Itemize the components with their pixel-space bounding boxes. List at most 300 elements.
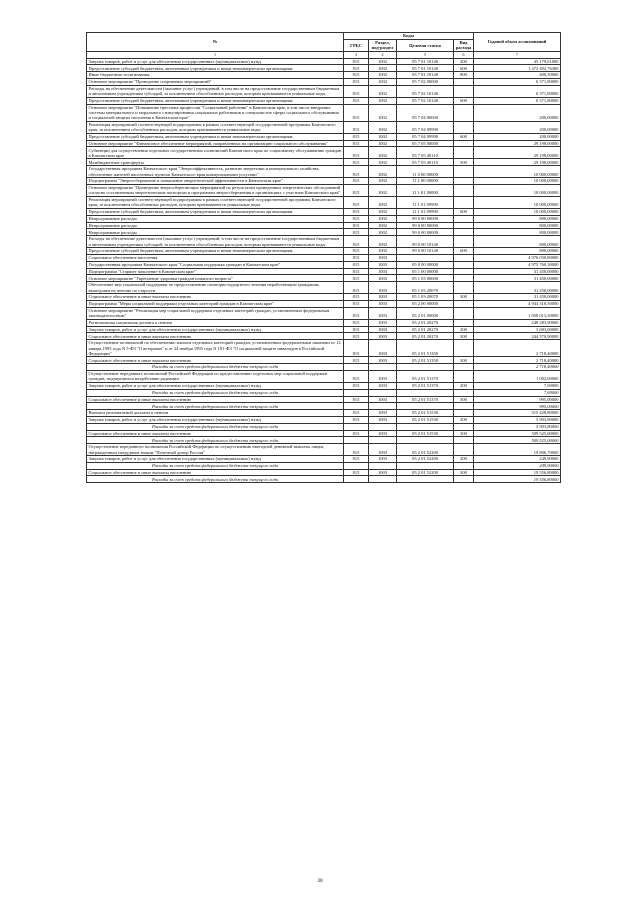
table-row	[87, 300, 561, 307]
row-article: 05 7 02 10140	[397, 97, 454, 104]
table-body	[87, 58, 561, 483]
row-sum: 7,69000	[474, 389, 561, 396]
row-name: Социальное обеспечение и иные выплаты населению	[87, 430, 344, 437]
row-section: 1002	[369, 65, 397, 72]
row-grbs: 815	[344, 340, 369, 357]
row-sum: 5 903,80000	[474, 423, 561, 430]
row-exp-type: 200	[454, 326, 474, 333]
header-exp-type: Вид расхода	[454, 39, 474, 51]
row-name: Непрограммные расходы	[87, 222, 344, 229]
row-article: 05 7 05 40110	[397, 159, 454, 166]
table-row	[87, 78, 561, 85]
row-article: 05 1 03 00000	[397, 275, 454, 282]
row-sum: 4 976 030,80000	[474, 254, 561, 261]
row-sum: 249,90000	[474, 456, 561, 463]
row-exp-type	[454, 389, 474, 396]
row-sum: 995,00000	[474, 396, 561, 403]
row-name: Расходы на обеспечение деятельности (оказание услуг) учреждений, в том числе на предоставление государственным бюджетным и автономным учреждениям субсидий, за исключением обособленных расходов, которым присваиваются уникальные коды	[87, 85, 344, 97]
row-name: Государственная программа Камчатского края "Социальная поддержка граждан в Камчатском крае"	[87, 261, 344, 268]
row-sum: 10 000,00000	[474, 196, 561, 208]
row-section: 1003	[369, 294, 397, 301]
table-row	[87, 261, 561, 268]
page-number: 38	[317, 878, 323, 884]
row-exp-type: 600	[454, 133, 474, 140]
federal-note-row	[87, 364, 561, 371]
row-article: 05 7 04 09990	[397, 121, 454, 133]
row-exp-type: 600	[454, 97, 474, 104]
row-grbs: 815	[344, 133, 369, 140]
row-sum: 19 806,70000	[474, 444, 561, 456]
table-row	[87, 184, 561, 196]
table-row	[87, 268, 561, 275]
row-grbs: 815	[344, 236, 369, 248]
table-row	[87, 326, 561, 333]
row-article: 05 7 04 00000	[397, 104, 454, 121]
row-sum: 509 525,00000	[474, 430, 561, 437]
row-grbs: 815	[344, 65, 369, 72]
row-article: 05 7 01 10140	[397, 72, 454, 79]
table-row	[87, 121, 561, 133]
row-section: 1002	[369, 72, 397, 79]
table-row	[87, 282, 561, 294]
row-name: Предоставление субсидий бюджетным, автономным учреждениям и иным некоммерческим организациям	[87, 133, 344, 140]
table-row	[87, 208, 561, 215]
row-grbs: 815	[344, 382, 369, 389]
row-article: 05 1 00 00000	[397, 268, 454, 275]
row-section: 1003	[369, 300, 397, 307]
table-row	[87, 319, 561, 326]
row-article	[397, 437, 454, 444]
row-name: Расходы за счет средств федерального бюджета текущего года	[87, 403, 344, 410]
row-name: Межбюджетные трансферты	[87, 159, 344, 166]
row-name: Реализация мероприятий соответствующей подпрограммы в рамках соответствующей государственной программы Камчатского края, за исключением обособленных расходов, которым присваиваются уникальные коды	[87, 121, 344, 133]
row-section	[369, 462, 397, 469]
row-section: 1003	[369, 319, 397, 326]
row-exp-type: 300	[454, 357, 474, 364]
row-name: Социальное обеспечение населения	[87, 254, 344, 261]
row-name: Основное мероприятие "Укрепление здоровья граждан пожилого возраста"	[87, 275, 344, 282]
row-exp-type	[454, 104, 474, 121]
row-sum: 200,00000	[474, 121, 561, 133]
row-exp-type: 300	[454, 333, 474, 340]
row-section: 1002	[369, 166, 397, 178]
row-grbs: 815	[344, 333, 369, 340]
row-sum: 7,69000	[474, 382, 561, 389]
table-row	[87, 254, 561, 261]
row-name: Обеспечение мер социальной поддержки по предоставлению санаторно-курортного лечения неработающим гражданам, вышедшим на пенсию по старости	[87, 282, 344, 294]
row-name: Закупка товаров, работ и услуг для обеспечения государственных (муниципальных) нужд	[87, 326, 344, 333]
header-annual: Годовой объем ассигнований	[474, 33, 561, 52]
row-sum: 800,00000	[474, 222, 561, 229]
row-exp-type: 600	[454, 208, 474, 215]
row-exp-type	[454, 364, 474, 371]
row-article: 99 0 00 10140	[397, 248, 454, 255]
row-exp-type: 300	[454, 294, 474, 301]
row-name: Социальное обеспечение и иные выплаты населению	[87, 469, 344, 476]
row-sum: 3 683,00000	[474, 326, 561, 333]
row-name: Предоставление субсидий бюджетным, автономным учреждениям и иным некоммерческим организациям	[87, 97, 344, 104]
table-row	[87, 215, 561, 222]
col-number: 1	[87, 51, 344, 58]
row-exp-type: 300	[454, 430, 474, 437]
table-row	[87, 248, 561, 255]
row-grbs: 815	[344, 430, 369, 437]
row-section: 1002	[369, 147, 397, 159]
row-article: 05 2 01 00000	[397, 307, 454, 319]
row-grbs: 815	[344, 72, 369, 79]
row-section: 1003	[369, 333, 397, 340]
row-name: Государственная программа Камчатского края "Энергоэффективность, развитие энергетики и коммунального хозяйства, обеспечение жителей населенных пунктов Камчатского края коммунальными услугами"	[87, 166, 344, 178]
row-exp-type	[454, 437, 474, 444]
row-exp-type	[454, 300, 474, 307]
row-sum: 800,00000	[474, 248, 561, 255]
row-grbs: 815	[344, 121, 369, 133]
row-grbs: 815	[344, 147, 369, 159]
row-grbs: 815	[344, 268, 369, 275]
row-grbs: 815	[344, 78, 369, 85]
row-article: 99 0 00 10140	[397, 236, 454, 248]
row-exp-type	[454, 140, 474, 147]
row-name: Закупка товаров, работ и услуг для обеспечения государственных (муниципальных) нужд	[87, 382, 344, 389]
row-article: 05 7 05 00000	[397, 140, 454, 147]
table-row	[87, 104, 561, 121]
col-number: 4	[369, 51, 397, 58]
row-article: 05 2 01 51530	[397, 416, 454, 423]
row-section: 1003	[369, 340, 397, 357]
table-row	[87, 196, 561, 208]
row-name: Осуществление полномочий по обеспечению жильем отдельных категорий граждан, установленных федеральными законами от 12 января 1995 года N 5-ФЗ "О ветеранах" и от 24 ноября 1995 года N 181-ФЗ "О социальной защите инвалидов в Российской Федерации"	[87, 340, 344, 357]
row-article	[397, 423, 454, 430]
row-exp-type	[454, 222, 474, 229]
row-article: 05 2 01 52200	[397, 456, 454, 463]
row-name: Непрограммные расходы	[87, 215, 344, 222]
row-article: 11 0 00 00000	[397, 166, 454, 178]
row-section: 1002	[369, 236, 397, 248]
row-article: 05 7 05 40110	[397, 147, 454, 159]
row-section: 1002	[369, 229, 397, 236]
row-exp-type	[454, 476, 474, 483]
row-exp-type	[454, 229, 474, 236]
row-exp-type	[454, 215, 474, 222]
row-article: 05 2 01 51530	[397, 410, 454, 417]
row-exp-type	[454, 85, 474, 97]
row-exp-type	[454, 275, 474, 282]
table-row	[87, 382, 561, 389]
row-section: 1002	[369, 196, 397, 208]
row-sum: 1 002,69000	[474, 370, 561, 382]
row-article: 05 2 01 51370	[397, 396, 454, 403]
row-grbs	[344, 389, 369, 396]
row-exp-type	[454, 166, 474, 178]
row-sum: 31 450,00000	[474, 294, 561, 301]
row-sum: 1 472 492,76300	[474, 65, 561, 72]
row-section: 1002	[369, 78, 397, 85]
row-section: 1003	[369, 456, 397, 463]
row-section: 1003	[369, 382, 397, 389]
row-grbs: 815	[344, 222, 369, 229]
table-row	[87, 85, 561, 97]
row-section: 1003	[369, 370, 397, 382]
row-sum: 10 000,00000	[474, 178, 561, 185]
table-header	[87, 33, 561, 59]
row-article: 05 2 01 51530	[397, 430, 454, 437]
row-article: 05 2 01 20270	[397, 319, 454, 326]
header-article: Целевая статья	[397, 39, 454, 51]
row-sum: 800,00000	[474, 229, 561, 236]
row-article	[397, 462, 454, 469]
row-article	[397, 403, 454, 410]
row-article: 05 2 01 52200	[397, 469, 454, 476]
row-grbs: 815	[344, 97, 369, 104]
federal-note-row	[87, 423, 561, 430]
row-article: 05 7 01 10140	[397, 58, 454, 65]
row-grbs: 815	[344, 275, 369, 282]
row-sum: 400,50000	[474, 72, 561, 79]
row-name: Основное мероприятие "Проведение спортивных мероприятий"	[87, 78, 344, 85]
row-sum: 4 975 760,30000	[474, 261, 561, 268]
row-section: 1002	[369, 85, 397, 97]
row-section: 1002	[369, 140, 397, 147]
row-grbs: 815	[344, 370, 369, 382]
row-name: Подпрограмма "Старшее поколение в Камчатском крае"	[87, 268, 344, 275]
row-section: 1002	[369, 178, 397, 185]
header-grbs: ГРБС	[344, 39, 369, 51]
row-sum: 6 371,80000	[474, 85, 561, 97]
column-number-row	[87, 51, 561, 58]
row-exp-type	[454, 184, 474, 196]
row-sum: 10 000,00000	[474, 184, 561, 196]
row-grbs: 815	[344, 396, 369, 403]
row-section: 1003	[369, 268, 397, 275]
row-section: 1003	[369, 307, 397, 319]
row-grbs: 815	[344, 184, 369, 196]
row-sum: 31 450,00000	[474, 268, 561, 275]
row-grbs: 815	[344, 208, 369, 215]
row-grbs: 815	[344, 196, 369, 208]
table-row	[87, 294, 561, 301]
row-exp-type	[454, 307, 474, 319]
table-row	[87, 370, 561, 382]
row-exp-type	[454, 236, 474, 248]
row-section: 1003	[369, 357, 397, 364]
row-sum: 29 198,00000	[474, 140, 561, 147]
row-grbs: 815	[344, 307, 369, 319]
row-section: 1002	[369, 121, 397, 133]
row-article: 05 7 02 10140	[397, 85, 454, 97]
table-row	[87, 133, 561, 140]
row-article: 05 0 00 00000	[397, 261, 454, 268]
row-article: 11 1 01 09990	[397, 208, 454, 215]
row-exp-type: 200	[454, 58, 474, 65]
row-exp-type	[454, 423, 474, 430]
table-row	[87, 97, 561, 104]
row-name: Расходы за счет средств федерального бюджета текущего года	[87, 437, 344, 444]
row-name: Расходы за счет средств федерального бюджета текущего года	[87, 462, 344, 469]
row-grbs	[344, 437, 369, 444]
row-grbs: 815	[344, 248, 369, 255]
row-section: 1002	[369, 58, 397, 65]
row-article: 05 2 01 51370	[397, 382, 454, 389]
row-grbs: 815	[344, 326, 369, 333]
row-sum: 509 525,00000	[474, 437, 561, 444]
row-grbs: 815	[344, 104, 369, 121]
row-name: Предоставление субсидий бюджетным, автономным учреждениям и иным некоммерческим организациям	[87, 65, 344, 72]
row-name: Социальное обеспечение и иные выплаты населению	[87, 333, 344, 340]
row-name: Расходы за счет средств федерального бюджета текущего года	[87, 389, 344, 396]
row-exp-type	[454, 261, 474, 268]
federal-note-row	[87, 389, 561, 396]
row-section: 1003	[369, 282, 397, 294]
row-sum: 200,00000	[474, 104, 561, 121]
row-article: 05 2 01 52200	[397, 444, 454, 456]
row-exp-type: 300	[454, 396, 474, 403]
table-row	[87, 396, 561, 403]
row-sum: 800,00000	[474, 215, 561, 222]
row-exp-type	[454, 319, 474, 326]
row-name: Закупка товаров, работ и услуг для обеспечения государственных (муниципальных) нужд	[87, 456, 344, 463]
row-name: Социальное обеспечение и иные выплаты населению	[87, 396, 344, 403]
row-exp-type: 300	[454, 469, 474, 476]
row-sum: 10 000,00000	[474, 166, 561, 178]
row-section: 1003	[369, 469, 397, 476]
row-section	[369, 364, 397, 371]
row-article	[397, 476, 454, 483]
row-exp-type: 500	[454, 159, 474, 166]
table-row	[87, 236, 561, 248]
row-article: 05 2 01 20270	[397, 333, 454, 340]
row-article: 05 7 01 10140	[397, 65, 454, 72]
table-row	[87, 275, 561, 282]
table-row	[87, 147, 561, 159]
row-grbs: 815	[344, 254, 369, 261]
col-number: 3	[344, 51, 369, 58]
table-row	[87, 410, 561, 417]
row-section: 1003	[369, 254, 397, 261]
row-name: Реализация мероприятий соответствующей подпрограммы в рамках соответствующей государственной программы Камчатского края, за исключением обособленных расходов, которым присваиваются уникальные коды	[87, 196, 344, 208]
row-grbs: 815	[344, 357, 369, 364]
row-exp-type	[454, 268, 474, 275]
row-exp-type: 600	[454, 65, 474, 72]
row-article: 05 7 04 09990	[397, 133, 454, 140]
row-name: Социальное обеспечение и иные выплаты населению	[87, 357, 344, 364]
table-row	[87, 229, 561, 236]
row-sum: 1 058 013,30000	[474, 307, 561, 319]
row-section: 1002	[369, 222, 397, 229]
row-grbs: 815	[344, 85, 369, 97]
table-row	[87, 178, 561, 185]
row-name: Иные бюджетные ассигнования	[87, 72, 344, 79]
row-article: 05 2 01 51350	[397, 340, 454, 357]
row-section	[369, 389, 397, 396]
row-article: 05 2 01 20270	[397, 326, 454, 333]
budget-sheet	[86, 32, 560, 483]
row-grbs: 815	[344, 140, 369, 147]
row-sum: 10 000,00000	[474, 208, 561, 215]
row-section: 1002	[369, 133, 397, 140]
row-sum: 19 556,80000	[474, 476, 561, 483]
row-article: 05 7 02 00000	[397, 78, 454, 85]
row-sum: 31 450,00000	[474, 275, 561, 282]
row-exp-type: 200	[454, 382, 474, 389]
table-row	[87, 416, 561, 423]
row-grbs: 815	[344, 166, 369, 178]
table-row	[87, 72, 561, 79]
row-grbs: 815	[344, 444, 369, 456]
row-name: Осуществление переданного полномочия Российской Федерации по осуществлению ежегодной денежной выплаты лицам, награжденным нагрудным знаком "Почетный донор России"	[87, 444, 344, 456]
row-name: Предоставление субсидий бюджетным, автономным учреждениям и иным некоммерческим организациям	[87, 248, 344, 255]
table-row	[87, 159, 561, 166]
row-grbs: 815	[344, 229, 369, 236]
table-row	[87, 444, 561, 456]
row-name: Субвенции для осуществления отдельных государственных полномочий Камчатского края по социальному обслуживанию граждан в Камчатском крае	[87, 147, 344, 159]
row-exp-type	[454, 282, 474, 294]
row-name: Расходы на обеспечение деятельности (оказание услуг) учреждений, в том числе на предоставление государственным бюджетным и автономным учреждениям субсидий, за исключением обособленных расходов, которым присваиваются уникальные коды	[87, 236, 344, 248]
row-section: 1002	[369, 215, 397, 222]
header-section: Раздел, под-раздел	[369, 39, 397, 51]
row-sum: 6 371,80000	[474, 97, 561, 104]
row-name: Основное мероприятие "Проведение энергосберегающих мероприятий по результатам проведенных энергетических обследований согласно составленным энергетическим паспортам и программам энергосбережения в организациях с участием Камчатского края"	[87, 184, 344, 196]
row-article: 11 1 01 09990	[397, 196, 454, 208]
row-section	[369, 476, 397, 483]
table-row	[87, 140, 561, 147]
row-section: 1002	[369, 208, 397, 215]
row-section: 1003	[369, 410, 397, 417]
row-sum: 5 903,80000	[474, 416, 561, 423]
row-grbs: 815	[344, 300, 369, 307]
row-article: 11 1 00 00000	[397, 178, 454, 185]
table-row	[87, 65, 561, 72]
row-grbs: 815	[344, 58, 369, 65]
row-grbs: 815	[344, 416, 369, 423]
row-sum: 6 371,80000	[474, 78, 561, 85]
row-section	[369, 403, 397, 410]
row-name: Закупка товаров, работ и услуг для обеспечения государственных (муниципальных) нужд	[87, 416, 344, 423]
table-row	[87, 166, 561, 178]
row-exp-type	[454, 410, 474, 417]
row-name: Подпрограмма "Энергосбережение и повышение энергетической эффективности в Камчатском крае"	[87, 178, 344, 185]
row-article: 99 0 00 00000	[397, 229, 454, 236]
table-row	[87, 430, 561, 437]
table-row	[87, 333, 561, 340]
header-num: №	[87, 33, 344, 52]
row-sum: 29 198,00000	[474, 147, 561, 159]
row-sum: 4 944 310,30000	[474, 300, 561, 307]
row-article	[397, 389, 454, 396]
row-exp-type	[454, 444, 474, 456]
row-name: Расходы за счет средств федерального бюджета текущего года	[87, 476, 344, 483]
row-grbs	[344, 462, 369, 469]
row-section: 1003	[369, 261, 397, 268]
row-section	[369, 437, 397, 444]
table-row	[87, 456, 561, 463]
federal-note-row	[87, 403, 561, 410]
row-article: 05 1 03 20070	[397, 282, 454, 294]
row-section: 1002	[369, 248, 397, 255]
budget-table	[86, 32, 561, 483]
row-article: 99 0 00 00000	[397, 215, 454, 222]
row-section: 1003	[369, 444, 397, 456]
row-article: 11 1 01 00000	[397, 184, 454, 196]
table-row	[87, 222, 561, 229]
row-article: 05 1 03 20070	[397, 294, 454, 301]
row-grbs	[344, 403, 369, 410]
row-grbs: 815	[344, 261, 369, 268]
row-section: 1002	[369, 184, 397, 196]
federal-note-row	[87, 437, 561, 444]
row-section: 1003	[369, 396, 397, 403]
row-grbs: 815	[344, 159, 369, 166]
row-sum: 995,00000	[474, 403, 561, 410]
